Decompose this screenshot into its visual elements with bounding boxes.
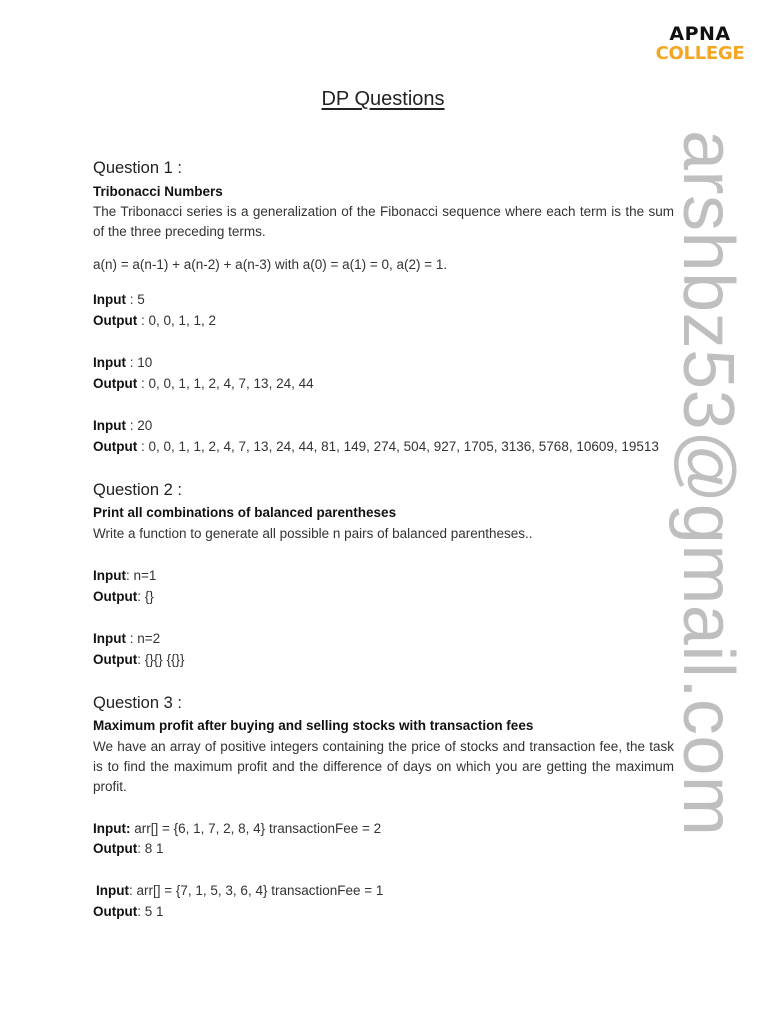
input-value: : 5 bbox=[126, 292, 145, 307]
input-label: Input bbox=[93, 292, 126, 307]
input-label: Input bbox=[93, 355, 126, 370]
output-label: Output bbox=[93, 841, 138, 856]
input-label: Input bbox=[93, 631, 126, 646]
input-label: Input bbox=[93, 568, 126, 583]
question-3-title: Maximum profit after buying and selling stocks with transaction fees bbox=[93, 718, 534, 733]
example-output bbox=[93, 903, 674, 921]
example-output bbox=[93, 438, 674, 456]
input-label: Input bbox=[96, 883, 129, 898]
question-3-description: We have an array of positive integers containing the price of stocks and transaction fee, the task is to find the maximum profit and the difference of days on which you are getting the maximum profit. bbox=[93, 739, 674, 794]
logo-line-apna: APNA bbox=[669, 23, 731, 45]
example-output bbox=[93, 375, 674, 393]
apna-college-logo bbox=[652, 25, 748, 63]
input-label: Input bbox=[93, 418, 126, 433]
example-input bbox=[96, 882, 677, 900]
example-output bbox=[93, 312, 674, 330]
output-value: : {}{} {{}} bbox=[137, 652, 185, 667]
output-label: Output bbox=[93, 652, 138, 667]
question-1-formula: a(n) = a(n-1) + a(n-2) + a(n-3) with a(0) = a(1) = 0, a(2) = 1. bbox=[93, 257, 448, 272]
example-input bbox=[93, 354, 674, 372]
output-label: Output bbox=[93, 313, 138, 328]
page-title: DP Questions bbox=[321, 88, 445, 110]
output-value: : 5 1 bbox=[137, 904, 164, 919]
logo-line-college: COLLEGE bbox=[655, 43, 745, 64]
output-value: : 0, 0, 1, 1, 2, 4, 7, 13, 24, 44, 81, 149, 274, 504, 927, 1705, 3136, 5768, 10609, 19513 bbox=[137, 439, 659, 454]
input-value: : n=2 bbox=[126, 631, 161, 646]
example-input bbox=[93, 630, 674, 648]
example-input bbox=[93, 567, 674, 585]
output-value: : 8 1 bbox=[137, 841, 164, 856]
output-value: : 0, 0, 1, 1, 2, 4, 7, 13, 24, 44 bbox=[137, 376, 314, 391]
output-label: Output bbox=[93, 376, 138, 391]
question-3-heading: Question 3 : bbox=[93, 694, 182, 712]
output-label: Output bbox=[93, 439, 138, 454]
question-2-heading: Question 2 : bbox=[93, 481, 182, 499]
input-value: : arr[] = {7, 1, 5, 3, 6, 4} transactionFee = 1 bbox=[129, 883, 384, 898]
question-1-title: Tribonacci Numbers bbox=[93, 184, 223, 199]
input-label: Input: bbox=[93, 821, 131, 836]
input-value: : 10 bbox=[126, 355, 153, 370]
input-value: arr[] = {6, 1, 7, 2, 8, 4} transactionFee = 2 bbox=[130, 821, 382, 836]
example-input bbox=[93, 291, 674, 309]
question-2-description: Write a function to generate all possible n pairs of balanced parentheses.. bbox=[93, 526, 533, 541]
input-value: : 20 bbox=[126, 418, 153, 433]
output-label: Output bbox=[93, 589, 138, 604]
input-value: : n=1 bbox=[126, 568, 157, 583]
example-output bbox=[93, 588, 674, 606]
output-value: : 0, 0, 1, 1, 2 bbox=[137, 313, 217, 328]
example-input bbox=[93, 417, 674, 435]
question-1-description: The Tribonacci series is a generalization of the Fibonacci sequence where each term is the sum of the three preceding terms. bbox=[93, 204, 674, 239]
question-2-title: Print all combinations of balanced parentheses bbox=[93, 505, 397, 520]
question-1-heading: Question 1 : bbox=[93, 159, 182, 177]
output-label: Output bbox=[93, 904, 138, 919]
example-output bbox=[93, 840, 674, 858]
example-output bbox=[93, 651, 674, 669]
email-watermark: arshbz53@gmail.com bbox=[668, 130, 748, 837]
output-value: : {} bbox=[137, 589, 154, 604]
example-input bbox=[93, 820, 674, 838]
